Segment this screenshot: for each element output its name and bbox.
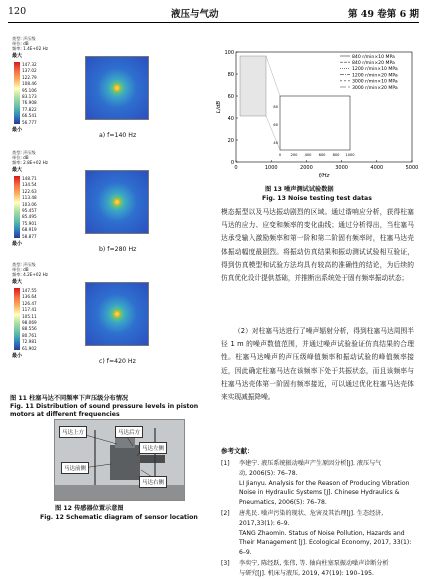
reference-line: 李建宁. 液压系统振动噪声产生原因分析[J]. 液压与气 [239,460,382,467]
legend-tick-label: 137.02 [22,68,37,74]
reference-line: 李奕宁, 陈经跃, 张伟, 等. 轴向柱塞泵振动噪声诊断分析 [239,560,389,567]
legend-tick-label: 126.47 [22,300,37,306]
y-tick-label: 40 [227,115,234,122]
sensor-photo [54,419,185,501]
x-tick-label: 0 [234,165,238,171]
legend-tick-label: 66.541 [22,113,37,119]
y-tick-label: 0 [230,159,234,166]
color-scale-bar [14,288,20,350]
legend-tick-label: 80.761 [22,332,37,338]
sound-pressure-contour [85,282,149,346]
reference-line: 唐兆民. 噪声污染的现状、危害及其治理[J]. 生态经济, [239,510,384,517]
references-list [221,459,416,577]
legend-entry: 3000 r/min×10 MPa [352,79,398,85]
inset-x-tick-label: 0 [278,153,282,157]
legend-tick-label: 136.64 [22,294,37,300]
legend-tick-label: 122.79 [22,74,37,80]
legend-tick-label: 76.908 [22,100,37,106]
noise-chart [214,44,419,182]
legend-tick-label: 88.556 [22,326,37,332]
legend-tick-label: 58.877 [22,233,37,239]
inset-y-tick-label: 40 [273,141,278,145]
legend-entry: 1200 r/min×10 MPa [352,67,398,73]
legend-tick-label: 85.495 [22,214,37,220]
inset-x-tick-label: 800 [332,153,340,157]
reference-line: 与研究[J]. 机床与液压, 2019, 47(19): 190–195. [239,569,374,577]
legend-tick-label: 98.069 [22,320,37,325]
legend-tick-label: 56.777 [22,119,37,125]
color-scale-bar [14,176,20,238]
legend-tick-label: 77.822 [22,106,37,112]
legend-max-label: 最大 [12,279,23,285]
inset-x-tick-label: 600 [318,153,326,157]
conclusion-paragraph-1: 模态振型以及马达振动剧烈的区域。通过谐响应分析，获得柱塞马达的应力、应变和频率的变化曲线；通过分析得出，当柱塞马达承受输入激励频率和第一阶和第二阶固有频率时，柱塞马达壳体振动幅度最剧烈。将振动仿真结果和振动测试试验相互验证，得到仿真模型和试验方法均具有较高的准确性的结论，为后续的仿真优化设计提供基础，并推断出系统处于固有频率振动状态； [221,208,414,283]
label-motor-right: 马达右侧 [139,476,167,488]
fig13-caption-en: Fig. 13 Noise testing test datas [262,195,372,202]
legend-tick-label: 147.32 [22,62,37,67]
legend-tick-label: 68.919 [22,227,37,233]
panel-caption: c) f=420 Hz [99,358,136,365]
fig12-caption-cn: 图 12 传感器位置示意图 [55,505,124,512]
legend-tick-label: 113.48 [22,195,37,201]
legend-tick-label: 105.11 [22,313,37,319]
zoom-region [240,56,266,116]
legend-tick-label: 83.173 [22,94,37,99]
y-tick-label: 20 [227,137,234,144]
x-tick-label: 5000 [405,165,419,171]
conclusion-paragraph-2: （2）对柱塞马达进行了噪声辐射分析，得到柱塞马达周围半径 1 m 的噪声数值范围，并通过噪声试验验证仿真结果的合理性。柱塞马达噪声的声压级峰值频率和振动试验的峰值频率接近，因此确定柱塞马达在该频率下处于共振状态，而且该频率与柱塞马达壳体第一阶固有频率接近，可以通过优化柱塞马达壳体来实现减振降噪。 [221,327,414,402]
legend-min-label: 最小 [12,353,23,359]
reference-line: 动, 2006(5): 76–78. [239,469,298,477]
y-tick-label: 60 [227,93,234,100]
panel-legend-title: 类型: 声压级 单位: dB 频率: 2.8E+02 Hz [12,150,48,165]
panel-caption: a) f=140 Hz [99,132,137,139]
inset-x-tick-label: 200 [290,153,298,157]
label-motor-front: 马达前侧 [61,462,89,474]
color-scale-bar [14,62,20,124]
x-tick-label: 1000 [264,165,278,171]
inset-y-tick-label: 80 [273,105,278,109]
fig11-caption-cn: 图 11 柱塞马达不同频率下声压级分布情况 [10,395,129,402]
reference-line: 6–9. [239,549,252,557]
legend-tick-label: 75.901 [22,220,37,226]
reference-line: TANG Zhaomin. Status of Noise Pollution, Hazards and [239,529,405,537]
fig11-caption-en: Fig. 11 Distribution of sound pressure levels in piston motors at different frequencies [10,403,199,418]
panel-caption: b) f=280 Hz [99,246,137,253]
reference-number: [2] [221,510,230,517]
legend-entry: 840 r/min×20 MPa [352,61,395,66]
legend-tick-label: 134.54 [22,182,37,188]
issue-info: 第 49 卷第 6 期 [347,9,419,20]
legend-entry: 1200 r/min×20 MPa [352,73,398,79]
legend-entry: 840 r/min×10 MPa [352,54,395,60]
inset-x-tick-label: 400 [304,153,312,157]
reference-line: Pneumatics, 2006(5): 76–78. [239,499,327,507]
fig13-caption-cn: 图 13 噪声测试试验数据 [265,186,334,193]
x-tick-label: 4000 [370,165,384,171]
legend-tick-label: 148.71 [22,176,37,181]
legend-tick-label: 95.106 [22,87,37,93]
legend-max-label: 最大 [12,53,23,59]
panel-legend-title: 类型: 声压级 单位: dB 频率: 4.2E+02 Hz [12,262,48,277]
legend-min-label: 最小 [12,241,23,247]
page-number: 120 [8,6,27,17]
inset-x-tick-label: 1000 [345,153,355,157]
x-tick-label: 2000 [300,165,313,171]
panel-legend-title: 类型: 声压级 单位: dB 频率: 1.4E+02 Hz [12,36,48,51]
reference-number: [1] [221,460,230,467]
legend-tick-label: 117.41 [22,307,37,313]
legend-tick-label: 108.46 [22,81,37,87]
reference-line: Noise in Hydraulic Systems [J]. Chinese Hydraulics & [239,489,400,497]
legend-max-label: 最大 [12,167,23,173]
legend-tick-label: 147.55 [22,288,37,293]
reference-line: LI Jianyu. Analysis for the Reason of Producing Vibration [239,479,410,487]
references-heading: 参考文献： [221,447,254,455]
reference-line: 2017,33(1): 6–9. [239,519,290,527]
fig12-caption-en: Fig. 12 Schematic diagram of sensor location [40,514,198,521]
inset-frame [280,96,350,150]
y-tick-label: 100 [224,49,234,56]
label-motor-rear: 马达后方 [115,426,143,438]
legend-tick-label: 95.457 [22,208,37,213]
y-axis-label: L/dB [216,100,222,114]
legend-min-label: 最小 [12,127,23,133]
legend-tick-label: 122.63 [22,188,37,194]
reference-line: Their Management [J]. Ecological Economy, 2017, 33(1): [239,539,412,547]
zoom-guide [266,56,280,96]
x-axis-label: f/Hz [318,173,330,179]
legend-tick-label: 61.902 [22,345,37,351]
inset-y-tick-label: 60 [273,123,278,127]
label-motor-top: 马达上方 [59,426,87,438]
legend-tick-label: 103.06 [22,201,37,207]
header-rule [8,22,419,23]
page-header [8,6,419,20]
label-motor-left: 马达左侧 [139,442,167,454]
journal-name: 液压与气动 [171,9,219,20]
reference-number: [3] [221,560,230,567]
legend-entry: 3000 r/min×20 MPa [352,85,398,91]
legend-tick-label: 72.981 [22,339,37,345]
x-tick-label: 3000 [335,165,348,171]
sound-pressure-contour [85,56,149,120]
y-tick-label: 80 [227,71,234,78]
sound-pressure-contour [85,170,149,234]
